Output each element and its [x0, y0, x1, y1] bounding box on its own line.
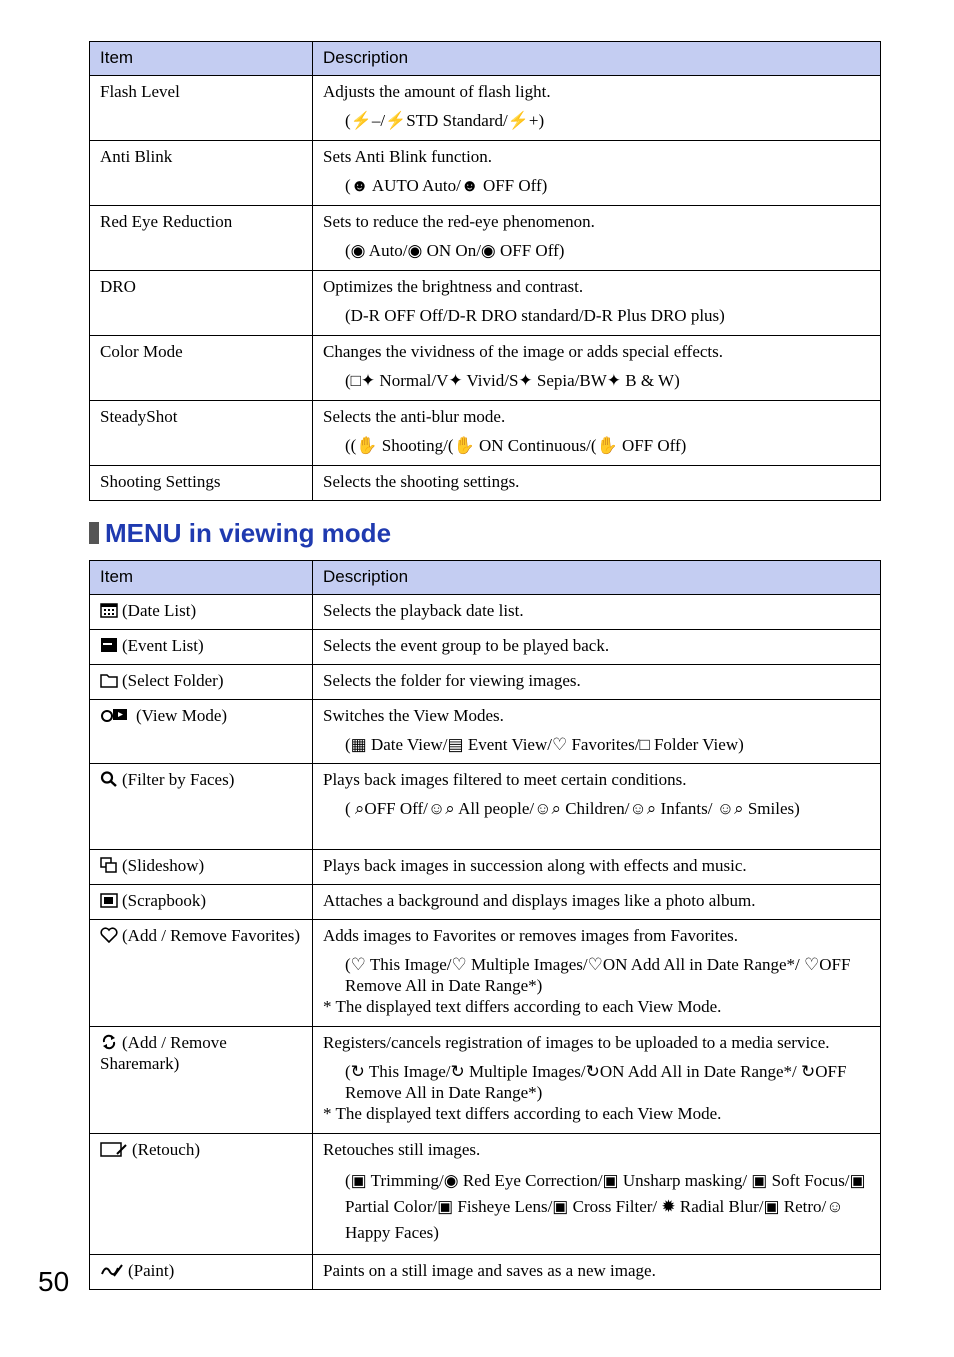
table-row [90, 206, 881, 271]
row-desc-options: (↻ This Image/↻ Multiple Images/↻ON Add All in Date Range*/ ↻OFF Remove All in Date Range*) [345, 1062, 847, 1102]
row-desc-text: Plays back images filtered to meet certain conditions. [323, 770, 687, 789]
row-description [313, 764, 881, 850]
retouch-icon [100, 1141, 128, 1157]
row-item-label: (Slideshow) [122, 856, 205, 875]
row-description: Selects the event group to be played back. [313, 630, 881, 665]
row-desc-options: ((✋ Shooting/(✋ ON Continuous/(✋ OFF Off) [345, 436, 687, 455]
row-description [313, 920, 881, 1027]
row-item-label: (Retouch) [132, 1140, 200, 1159]
row-desc-text: Sets to reduce the red-eye phenomenon. [323, 212, 595, 231]
row-desc-options: (♡ This Image/♡ Multiple Images/♡ON Add All in Date Range*/ ♡OFF Remove All in Date Range*) [345, 955, 851, 995]
shooting-menu-table [89, 41, 881, 501]
row-item [90, 630, 313, 665]
row-desc-text: Adds images to Favorites or removes images from Favorites. [323, 926, 739, 945]
event-icon [100, 637, 118, 653]
row-item-label: (Scrapbook) [122, 891, 207, 910]
row-desc-text: Selects the anti-blur mode. [323, 407, 506, 426]
row-description: Paints on a still image and saves as a new image. [313, 1255, 881, 1290]
row-description [313, 271, 881, 336]
row-item: Shooting Settings [90, 466, 313, 501]
row-desc-note: * The displayed text differs according to each View Mode. [323, 1104, 722, 1123]
row-desc-options: (▣ Trimming/◉ Red Eye Correction/▣ Unsharp masking/ ▣ Soft Focus/▣ Partial Color/▣ Fisheye Lens/▣ Cross Filter/ ✹ Radial Blur/▣ Retro/☺ Happy Faces) [345, 1171, 866, 1242]
table-row [90, 850, 881, 885]
header-item: Item [90, 561, 313, 595]
row-desc-options: (D-R OFF Off/D-R DRO standard/D-R Plus DRO plus) [345, 306, 725, 325]
header-item: Item [90, 42, 313, 76]
heading-marker [89, 522, 99, 544]
page-number: 50 [38, 1266, 70, 1297]
row-item-label: (Add / Remove Favorites) [122, 926, 300, 945]
header-description: Description [313, 42, 881, 76]
row-item: Red Eye Reduction [90, 206, 313, 271]
row-description [313, 206, 881, 271]
table-row [90, 1134, 881, 1255]
table-row [90, 1255, 881, 1290]
row-desc-text: Switches the View Modes. [323, 706, 504, 725]
row-desc-options: (⚡–/⚡STD Standard/⚡+) [345, 111, 545, 130]
row-item [90, 1255, 313, 1290]
row-item: Flash Level [90, 76, 313, 141]
row-description: Selects the shooting settings. [313, 466, 881, 501]
row-description [313, 1027, 881, 1134]
row-desc-text: Optimizes the brightness and contrast. [323, 277, 584, 296]
section-heading [89, 518, 391, 549]
row-desc-text: Sets Anti Blink function. [323, 147, 493, 166]
row-item-label: (Filter by Faces) [122, 770, 235, 789]
row-item-label: (Select Folder) [122, 671, 224, 690]
row-item [90, 920, 313, 1027]
table-row [90, 401, 881, 466]
row-description [313, 1134, 881, 1255]
row-item: Anti Blink [90, 141, 313, 206]
table-row [90, 764, 881, 850]
row-item [90, 1134, 313, 1255]
table-row [90, 665, 881, 700]
header-description: Description [313, 561, 881, 595]
row-item-label: (Paint) [128, 1261, 175, 1280]
row-desc-text: Registers/cancels registration of images to be uploaded to a media service. [323, 1033, 830, 1052]
slideshow-icon [100, 857, 118, 873]
row-desc-options: (▦ Date View/▤ Event View/♡ Favorites/□ Folder View) [345, 735, 744, 754]
table-header-row [90, 42, 881, 76]
row-item [90, 764, 313, 850]
table-row [90, 141, 881, 206]
row-description [313, 401, 881, 466]
row-description [313, 76, 881, 141]
row-description: Selects the folder for viewing images. [313, 665, 881, 700]
table-row [90, 1027, 881, 1134]
table-row [90, 700, 881, 764]
table-row [90, 595, 881, 630]
row-desc-text: Retouches still images. [323, 1140, 481, 1159]
share-icon [100, 1034, 118, 1050]
row-desc-options: (☻ AUTO Auto/☻ OFF Off) [345, 176, 548, 195]
row-description [313, 336, 881, 401]
row-item [90, 700, 313, 764]
row-description: Attaches a background and displays images like a photo album. [313, 885, 881, 920]
table-row [90, 920, 881, 1027]
table-row [90, 336, 881, 401]
row-desc-note: * The displayed text differs according to each View Mode. [323, 997, 722, 1016]
row-item-label: (Date List) [122, 601, 197, 620]
table-row [90, 630, 881, 665]
table-row [90, 885, 881, 920]
row-description: Plays back images in succession along with effects and music. [313, 850, 881, 885]
view-mode-icon [100, 707, 132, 723]
table-row [90, 271, 881, 336]
row-item: SteadyShot [90, 401, 313, 466]
row-description [313, 700, 881, 764]
section-heading-text: MENU in viewing mode [105, 518, 392, 548]
row-item: Color Mode [90, 336, 313, 401]
row-item-label: (View Mode) [136, 706, 228, 725]
table-row [90, 76, 881, 141]
row-desc-options: (□✦ Normal/V✦ Vivid/S✦ Sepia/BW✦ B & W) [345, 371, 680, 390]
row-item [90, 665, 313, 700]
row-description: Selects the playback date list. [313, 595, 881, 630]
row-desc-text: Changes the vividness of the image or adds special effects. [323, 342, 724, 361]
viewing-menu-table [89, 560, 881, 1290]
heart-icon [100, 927, 118, 943]
row-description [313, 141, 881, 206]
row-item [90, 850, 313, 885]
row-item-label: (Add / Remove Sharemark) [100, 1033, 227, 1073]
paint-icon [100, 1262, 124, 1278]
scrapbook-icon [100, 892, 118, 908]
row-desc-text: Adjusts the amount of flash light. [323, 82, 551, 101]
row-desc-options: (◉ Auto/◉ ON On/◉ OFF Off) [345, 241, 565, 260]
table-header-row [90, 561, 881, 595]
table-row [90, 466, 881, 501]
row-item [90, 885, 313, 920]
row-item [90, 595, 313, 630]
row-desc-options: ( ⌕OFF Off/☺⌕ All people/☺⌕ Children/☺⌕ Infants/ ☺⌕ Smiles) [345, 799, 800, 818]
magnifier-icon [100, 771, 118, 787]
folder-icon [100, 672, 118, 688]
calendar-icon [100, 602, 118, 618]
row-item-label: (Event List) [122, 636, 204, 655]
row-item: DRO [90, 271, 313, 336]
row-item [90, 1027, 313, 1134]
